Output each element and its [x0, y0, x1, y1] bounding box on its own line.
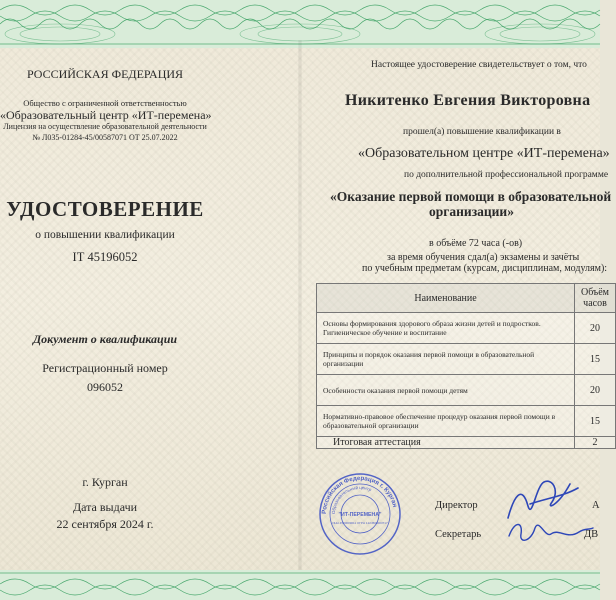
column-header-hours-1: Объём: [581, 287, 609, 298]
table-row: [317, 313, 616, 344]
issue-date: 22 сентября 2024 г.: [56, 517, 154, 531]
doc-kind: Документ о квалификации: [32, 332, 178, 346]
final-attestation-row: [317, 437, 616, 449]
subject-hours: 15: [575, 406, 616, 437]
subject-hours: 20: [575, 375, 616, 406]
org-legal-form: Общество с ограниченной ответственностью: [23, 98, 187, 108]
secretary-name: ДВ: [584, 529, 599, 540]
reg-number-label: Регистрационный номер: [42, 361, 168, 375]
director-name: А: [592, 500, 600, 511]
country-heading: РОССИЙСКАЯ ФЕДЕРАЦИЯ: [26, 67, 184, 81]
secretary-label: Секретарь: [435, 529, 482, 540]
doc-number: ІТ 45196052: [72, 250, 138, 264]
person-name: Никитенко Евгения Викторовна: [345, 92, 591, 109]
program-title-line1: «Оказание первой помощи в образовательной: [330, 189, 612, 204]
subject-hours: 15: [575, 344, 616, 375]
doc-subtitle: о повышении квалификации: [35, 229, 175, 241]
license-number: № Л035-01284-45/00587071 ОТ 25.07.2022: [32, 133, 178, 142]
subjects-table: [316, 283, 616, 449]
reg-number: 096052: [87, 380, 123, 394]
doc-title: УДОСТОВЕРЕНИЕ: [6, 197, 204, 221]
org-name-right: «Образовательном центре «ИТ-перемена»: [358, 146, 610, 161]
subject-name: Нормативно-правовое обеспечение процедур оказания первой помощи в образовательной организации: [317, 406, 575, 437]
table-row: [317, 344, 616, 375]
table-row: [317, 375, 616, 406]
issue-city: г. Курган: [82, 475, 128, 489]
column-header-hours: [575, 284, 616, 313]
stamp-outer-text: Российская Федерация г. Курган: [320, 474, 399, 515]
subject-hours: 20: [575, 313, 616, 344]
stamp-center-text: "ИТ-ПЕРЕМЕНА": [338, 512, 382, 518]
exams-text-2: по учебным предметам (курсам, дисциплинам, модулям):: [362, 263, 608, 274]
stamp-inner-text: Образовательный центр: [330, 484, 373, 515]
left-page: [0, 0, 300, 600]
intro-text: Настоящее удостоверение свидетельствует о том, что: [371, 60, 587, 70]
subject-name: Основы формирования здорового образа жизни детей и подростков. Гигиеническое обучение и воспитание: [317, 313, 575, 344]
official-stamp: [318, 472, 402, 556]
table-header-row: [317, 284, 616, 313]
final-attestation-hours: 2: [575, 437, 616, 449]
director-label: Директор: [435, 500, 478, 511]
column-header-name: Наименование: [317, 284, 575, 313]
final-attestation-label: Итоговая аттестация: [317, 437, 575, 449]
exams-text-1: за время обучения сдал(а) экзамены и зачёты: [387, 252, 580, 263]
program-intro: по дополнительной профессиональной программе: [404, 170, 609, 180]
stamp-ids-text: ИНН 4500009011 ОГРН 1224500003717: [332, 521, 388, 525]
subject-name: Принципы и порядок оказания первой помощи в образовательной организации: [317, 344, 575, 375]
org-name: «Образовательный центр «ИТ-перемена»: [0, 108, 212, 122]
passed-text: прошел(а) повышение квалификации в: [403, 127, 561, 137]
column-header-hours-2: часов: [583, 298, 607, 309]
table-row: [317, 406, 616, 437]
license-text: Лицензия на осуществление образовательной деятельности: [3, 122, 207, 131]
issue-date-label: Дата выдачи: [72, 500, 138, 514]
program-title-line2: организации»: [429, 204, 514, 219]
secretary-signature: [505, 514, 595, 550]
program-volume: в объёме 72 часа (-ов): [429, 238, 523, 249]
subject-name: Особенности оказания первой помощи детям: [317, 375, 575, 406]
